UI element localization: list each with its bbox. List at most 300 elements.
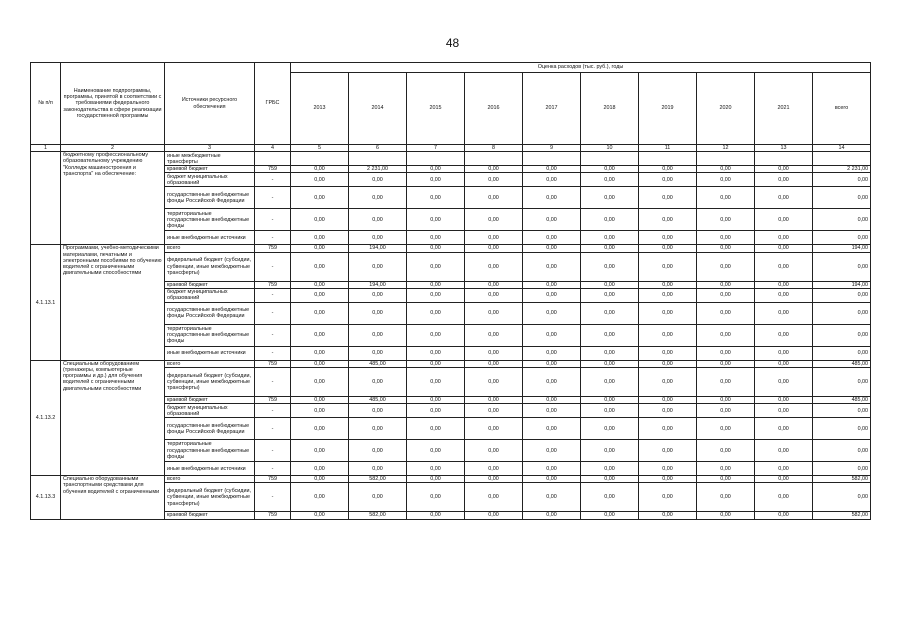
year-value: 0,00 <box>407 302 465 324</box>
grbs-code: - <box>255 418 291 440</box>
year-value: 0,00 <box>465 476 523 483</box>
funding-source: территориальные государственные внебюджетные фонды <box>165 440 255 462</box>
year-value: 0,00 <box>581 187 639 209</box>
year-value: 0,00 <box>697 346 755 360</box>
year-value: 0,00 <box>581 360 639 367</box>
year-value: 0,00 <box>581 404 639 418</box>
total-value: 2 231,00 <box>813 166 871 173</box>
year-value: 0,00 <box>407 404 465 418</box>
year-value: 0,00 <box>523 231 581 245</box>
year-value: 0,00 <box>523 462 581 476</box>
year-value: 0,00 <box>465 512 523 519</box>
year-value: 0,00 <box>755 288 813 302</box>
year-value: 0,00 <box>639 245 697 252</box>
year-value <box>465 152 523 166</box>
year-value: 0,00 <box>697 418 755 440</box>
year-value: 0,00 <box>697 440 755 462</box>
year-header: 2017 <box>523 73 581 145</box>
year-value <box>349 152 407 166</box>
year-value: 0,00 <box>291 209 349 231</box>
column-number: 5 <box>291 145 349 152</box>
year-value: 0,00 <box>291 397 349 404</box>
year-value: 0,00 <box>523 166 581 173</box>
year-value: 0,00 <box>523 346 581 360</box>
column-number: 14 <box>813 145 871 152</box>
year-value: 0,00 <box>407 173 465 187</box>
year-value: 0,00 <box>291 404 349 418</box>
funding-source: краевой бюджет <box>165 512 255 519</box>
column-number: 12 <box>697 145 755 152</box>
year-value: 0,00 <box>639 462 697 476</box>
column-number: 2 <box>61 145 165 152</box>
year-value: 0,00 <box>291 231 349 245</box>
year-value: 0,00 <box>581 173 639 187</box>
total-value <box>813 152 871 166</box>
year-value: 0,00 <box>291 187 349 209</box>
year-value: 0,00 <box>407 324 465 346</box>
year-value: 0,00 <box>639 252 697 281</box>
year-value: 0,00 <box>523 324 581 346</box>
year-value: 0,00 <box>523 483 581 512</box>
total-value: 0,00 <box>813 209 871 231</box>
table-header <box>31 63 871 152</box>
year-value: 0,00 <box>581 288 639 302</box>
year-value: 0,00 <box>639 397 697 404</box>
column-number: 11 <box>639 145 697 152</box>
year-value: 0,00 <box>349 368 407 397</box>
header-source: Источники ресурсного обеспечения <box>165 63 255 145</box>
year-value: 2 231,00 <box>349 166 407 173</box>
total-value: 485,00 <box>813 360 871 367</box>
year-value: 0,00 <box>755 512 813 519</box>
year-value: 0,00 <box>523 418 581 440</box>
total-value: 0,00 <box>813 302 871 324</box>
year-value: 0,00 <box>639 404 697 418</box>
year-value: 0,00 <box>639 281 697 288</box>
year-value: 0,00 <box>349 173 407 187</box>
year-value: 194,00 <box>349 281 407 288</box>
year-value: 0,00 <box>581 462 639 476</box>
grbs-code: - <box>255 209 291 231</box>
year-value: 0,00 <box>523 302 581 324</box>
header-grbs: ГРБС <box>255 63 291 145</box>
year-value: 0,00 <box>407 245 465 252</box>
year-value: 0,00 <box>581 324 639 346</box>
year-value: 0,00 <box>523 476 581 483</box>
year-value: 0,00 <box>407 166 465 173</box>
year-value: 0,00 <box>349 231 407 245</box>
year-value: 0,00 <box>639 209 697 231</box>
year-value: 0,00 <box>291 346 349 360</box>
grbs-code: - <box>255 404 291 418</box>
grbs-code: - <box>255 483 291 512</box>
year-value: 0,00 <box>755 166 813 173</box>
year-value: 0,00 <box>639 440 697 462</box>
funding-source: федеральный бюджет (субсидии, субвенции, иные межбюджетные трансферты) <box>165 368 255 397</box>
grbs-code: 759 <box>255 512 291 519</box>
year-value: 0,00 <box>349 302 407 324</box>
year-value: 0,00 <box>407 209 465 231</box>
year-value: 0,00 <box>349 440 407 462</box>
total-value: 0,00 <box>813 288 871 302</box>
year-value: 0,00 <box>755 476 813 483</box>
year-value: 0,00 <box>755 187 813 209</box>
total-value: 0,00 <box>813 440 871 462</box>
year-value: 0,00 <box>291 483 349 512</box>
year-value: 0,00 <box>349 346 407 360</box>
year-value: 0,00 <box>349 404 407 418</box>
grbs-code: 759 <box>255 245 291 252</box>
funding-source: государственные внебюджетные фонды Российской Федерации <box>165 418 255 440</box>
year-value: 0,00 <box>697 281 755 288</box>
funding-source: бюджет муниципальных образований <box>165 173 255 187</box>
year-value: 0,00 <box>291 368 349 397</box>
year-value: 0,00 <box>523 281 581 288</box>
year-value: 0,00 <box>755 231 813 245</box>
year-value: 0,00 <box>581 418 639 440</box>
item-name: Программами, учебно-методическими материалами, печатными и электронными пособиями по обучению водителей с ограниченными двигательными способностями <box>61 245 165 360</box>
year-value: 0,00 <box>349 252 407 281</box>
column-number: 1 <box>31 145 61 152</box>
year-value: 0,00 <box>697 404 755 418</box>
item-number: 4.1.13.1 <box>31 245 61 360</box>
funding-source: бюджет муниципальных образований <box>165 288 255 302</box>
year-value: 0,00 <box>291 288 349 302</box>
year-value: 0,00 <box>407 288 465 302</box>
year-value: 0,00 <box>697 231 755 245</box>
column-number: 4 <box>255 145 291 152</box>
year-value: 0,00 <box>697 397 755 404</box>
total-value: 0,00 <box>813 418 871 440</box>
year-value: 0,00 <box>755 302 813 324</box>
column-numbers-row <box>31 145 871 152</box>
year-value: 0,00 <box>581 166 639 173</box>
total-value: 0,00 <box>813 462 871 476</box>
year-value: 0,00 <box>465 166 523 173</box>
funding-source: федеральный бюджет (субсидии, субвенции, иные межбюджетные трансферты) <box>165 252 255 281</box>
year-value: 0,00 <box>581 476 639 483</box>
year-value: 0,00 <box>755 252 813 281</box>
item-name: Специально оборудованными транспортными средствами для обучения водителей с ограниченными <box>61 476 165 519</box>
table-row <box>31 476 871 483</box>
year-value: 0,00 <box>465 245 523 252</box>
grbs-code: - <box>255 288 291 302</box>
year-value: 0,00 <box>465 360 523 367</box>
year-value: 0,00 <box>581 245 639 252</box>
year-value: 0,00 <box>349 462 407 476</box>
header-number: № п/п <box>31 63 61 145</box>
year-value: 0,00 <box>465 418 523 440</box>
year-value: 0,00 <box>407 440 465 462</box>
year-header: 2018 <box>581 73 639 145</box>
year-value: 0,00 <box>523 187 581 209</box>
year-value: 0,00 <box>697 166 755 173</box>
total-value: 0,00 <box>813 346 871 360</box>
year-value: 0,00 <box>755 281 813 288</box>
year-value: 0,00 <box>407 418 465 440</box>
year-value: 0,00 <box>755 397 813 404</box>
year-value: 0,00 <box>755 462 813 476</box>
year-value: 0,00 <box>407 231 465 245</box>
year-value: 0,00 <box>523 512 581 519</box>
table-row <box>31 245 871 252</box>
year-value: 0,00 <box>523 404 581 418</box>
year-value: 0,00 <box>349 209 407 231</box>
year-value: 0,00 <box>523 368 581 397</box>
year-value: 0,00 <box>697 476 755 483</box>
total-value: 0,00 <box>813 483 871 512</box>
funding-source: иные внебюджетные источники <box>165 462 255 476</box>
item-number: 4.1.13.3 <box>31 476 61 519</box>
year-value: 0,00 <box>523 440 581 462</box>
table-row <box>31 152 871 166</box>
year-value: 485,00 <box>349 360 407 367</box>
year-value: 0,00 <box>291 418 349 440</box>
year-header: 2014 <box>349 73 407 145</box>
funding-source: иные межбюджетные трансферты <box>165 152 255 166</box>
year-value: 0,00 <box>465 346 523 360</box>
year-value: 0,00 <box>755 360 813 367</box>
year-value: 0,00 <box>291 281 349 288</box>
year-value: 0,00 <box>291 324 349 346</box>
year-value: 0,00 <box>697 187 755 209</box>
year-value: 0,00 <box>523 209 581 231</box>
year-value: 0,00 <box>465 231 523 245</box>
total-value: 194,00 <box>813 245 871 252</box>
year-value: 0,00 <box>465 404 523 418</box>
year-value: 0,00 <box>581 368 639 397</box>
year-value: 0,00 <box>755 404 813 418</box>
year-value: 0,00 <box>697 368 755 397</box>
grbs-code: - <box>255 231 291 245</box>
year-header: 2020 <box>697 73 755 145</box>
year-value: 0,00 <box>465 440 523 462</box>
year-value: 0,00 <box>639 302 697 324</box>
year-value: 0,00 <box>581 209 639 231</box>
year-value: 0,00 <box>755 324 813 346</box>
year-value: 0,00 <box>755 209 813 231</box>
year-value: 0,00 <box>697 512 755 519</box>
column-number: 9 <box>523 145 581 152</box>
grbs-code: - <box>255 324 291 346</box>
year-value: 0,00 <box>407 281 465 288</box>
grbs-code: 759 <box>255 281 291 288</box>
grbs-code: - <box>255 440 291 462</box>
year-value <box>581 152 639 166</box>
funding-source: краевой бюджет <box>165 166 255 173</box>
year-value: 0,00 <box>697 302 755 324</box>
year-value: 0,00 <box>755 440 813 462</box>
year-value: 0,00 <box>465 368 523 397</box>
grbs-code: 759 <box>255 166 291 173</box>
year-value <box>407 152 465 166</box>
year-value: 0,00 <box>291 476 349 483</box>
item-name: Специальным оборудованием (тренажеры, компьютерные программы и др.) для обучения водителей с ограниченными двигательными способностями <box>61 360 165 475</box>
year-value: 582,00 <box>349 476 407 483</box>
total-value: 194,00 <box>813 281 871 288</box>
page-number: 48 <box>445 36 460 50</box>
year-value: 0,00 <box>581 440 639 462</box>
year-value: 0,00 <box>291 302 349 324</box>
year-value: 0,00 <box>581 512 639 519</box>
column-number: 10 <box>581 145 639 152</box>
year-value: 0,00 <box>407 368 465 397</box>
total-value: 582,00 <box>813 476 871 483</box>
year-value: 0,00 <box>639 231 697 245</box>
year-value: 0,00 <box>465 209 523 231</box>
year-value: 0,00 <box>697 252 755 281</box>
year-value: 0,00 <box>407 512 465 519</box>
funding-source: краевой бюджет <box>165 281 255 288</box>
year-value: 0,00 <box>581 346 639 360</box>
year-value: 0,00 <box>639 187 697 209</box>
year-value: 0,00 <box>697 324 755 346</box>
year-value: 0,00 <box>291 462 349 476</box>
year-value: 0,00 <box>581 397 639 404</box>
total-value: 0,00 <box>813 173 871 187</box>
year-header: 2015 <box>407 73 465 145</box>
column-number: 8 <box>465 145 523 152</box>
grbs-code: - <box>255 346 291 360</box>
funding-source: государственные внебюджетные фонды Российской Федерации <box>165 302 255 324</box>
year-value: 0,00 <box>349 288 407 302</box>
grbs-code: - <box>255 187 291 209</box>
year-value <box>697 152 755 166</box>
year-value: 0,00 <box>581 231 639 245</box>
year-value: 0,00 <box>291 512 349 519</box>
funding-source: всего <box>165 476 255 483</box>
year-value: 0,00 <box>697 245 755 252</box>
year-value: 0,00 <box>639 173 697 187</box>
year-value: 0,00 <box>291 245 349 252</box>
grbs-code: 759 <box>255 360 291 367</box>
funding-source: территориальные государственные внебюджетные фонды <box>165 324 255 346</box>
year-value: 0,00 <box>407 397 465 404</box>
year-value <box>523 152 581 166</box>
funding-source: иные внебюджетные источники <box>165 346 255 360</box>
year-value: 0,00 <box>291 360 349 367</box>
year-value: 0,00 <box>755 368 813 397</box>
year-header: 2016 <box>465 73 523 145</box>
year-value <box>291 152 349 166</box>
funding-source: федеральный бюджет (субсидии, субвенции, иные межбюджетные трансферты) <box>165 483 255 512</box>
year-value: 0,00 <box>755 245 813 252</box>
year-value: 0,00 <box>639 346 697 360</box>
total-value: 582,00 <box>813 512 871 519</box>
year-value <box>639 152 697 166</box>
year-value: 0,00 <box>407 483 465 512</box>
year-value: 0,00 <box>697 360 755 367</box>
total-value: 0,00 <box>813 324 871 346</box>
year-value: 0,00 <box>697 209 755 231</box>
column-number: 13 <box>755 145 813 152</box>
year-value: 0,00 <box>291 166 349 173</box>
header-name: Наименование подпрограммы, программы, принятой в соответствии с требованиями федерального законодательства в сфере реализации государственной программы <box>61 63 165 145</box>
grbs-code: - <box>255 252 291 281</box>
year-value: 0,00 <box>465 462 523 476</box>
year-value: 0,00 <box>523 397 581 404</box>
year-value: 0,00 <box>697 288 755 302</box>
year-header: 2013 <box>291 73 349 145</box>
item-number: 4.1.13.2 <box>31 360 61 475</box>
funding-source: всего <box>165 360 255 367</box>
year-value: 0,00 <box>697 173 755 187</box>
year-value: 0,00 <box>639 360 697 367</box>
year-value: 0,00 <box>523 173 581 187</box>
column-number: 7 <box>407 145 465 152</box>
year-value: 0,00 <box>465 483 523 512</box>
year-value: 0,00 <box>407 462 465 476</box>
grbs-code: - <box>255 173 291 187</box>
year-value: 0,00 <box>465 302 523 324</box>
year-value: 0,00 <box>465 187 523 209</box>
total-value: 0,00 <box>813 231 871 245</box>
year-value: 0,00 <box>639 288 697 302</box>
total-value: 485,00 <box>813 397 871 404</box>
funding-source: всего <box>165 245 255 252</box>
year-value: 0,00 <box>291 440 349 462</box>
year-value: 0,00 <box>523 288 581 302</box>
year-value: 0,00 <box>639 166 697 173</box>
year-value: 0,00 <box>523 252 581 281</box>
funding-source: краевой бюджет <box>165 397 255 404</box>
column-number: 6 <box>349 145 407 152</box>
year-value: 194,00 <box>349 245 407 252</box>
funding-source: иные внебюджетные источники <box>165 231 255 245</box>
year-value: 0,00 <box>581 281 639 288</box>
year-value: 0,00 <box>349 324 407 346</box>
year-header: 2021 <box>755 73 813 145</box>
year-value: 0,00 <box>639 368 697 397</box>
funding-source: территориальные государственные внебюджетные фонды <box>165 209 255 231</box>
year-value: 0,00 <box>755 483 813 512</box>
table-body <box>31 152 871 519</box>
year-value: 0,00 <box>291 173 349 187</box>
year-value: 0,00 <box>639 324 697 346</box>
year-value: 485,00 <box>349 397 407 404</box>
grbs-code: 759 <box>255 476 291 483</box>
funding-source: бюджет муниципальных образований <box>165 404 255 418</box>
year-value: 0,00 <box>581 302 639 324</box>
year-value: 0,00 <box>291 252 349 281</box>
year-value: 0,00 <box>407 476 465 483</box>
total-value: 0,00 <box>813 404 871 418</box>
year-value: 0,00 <box>755 418 813 440</box>
year-value: 0,00 <box>407 187 465 209</box>
year-value: 0,00 <box>407 252 465 281</box>
total-value: 0,00 <box>813 368 871 397</box>
grbs-code: - <box>255 368 291 397</box>
year-value: 0,00 <box>465 252 523 281</box>
total-header: всего <box>813 73 871 145</box>
year-value: 0,00 <box>523 245 581 252</box>
grbs-code <box>255 152 291 166</box>
year-value: 0,00 <box>349 418 407 440</box>
year-value: 0,00 <box>407 360 465 367</box>
year-value: 582,00 <box>349 512 407 519</box>
year-value: 0,00 <box>465 281 523 288</box>
year-value: 0,00 <box>755 173 813 187</box>
year-value: 0,00 <box>639 476 697 483</box>
year-value: 0,00 <box>349 483 407 512</box>
total-value: 0,00 <box>813 252 871 281</box>
table-row <box>31 360 871 367</box>
column-number: 3 <box>165 145 255 152</box>
year-value: 0,00 <box>465 173 523 187</box>
grbs-code: - <box>255 462 291 476</box>
year-value: 0,00 <box>755 346 813 360</box>
year-header: 2019 <box>639 73 697 145</box>
